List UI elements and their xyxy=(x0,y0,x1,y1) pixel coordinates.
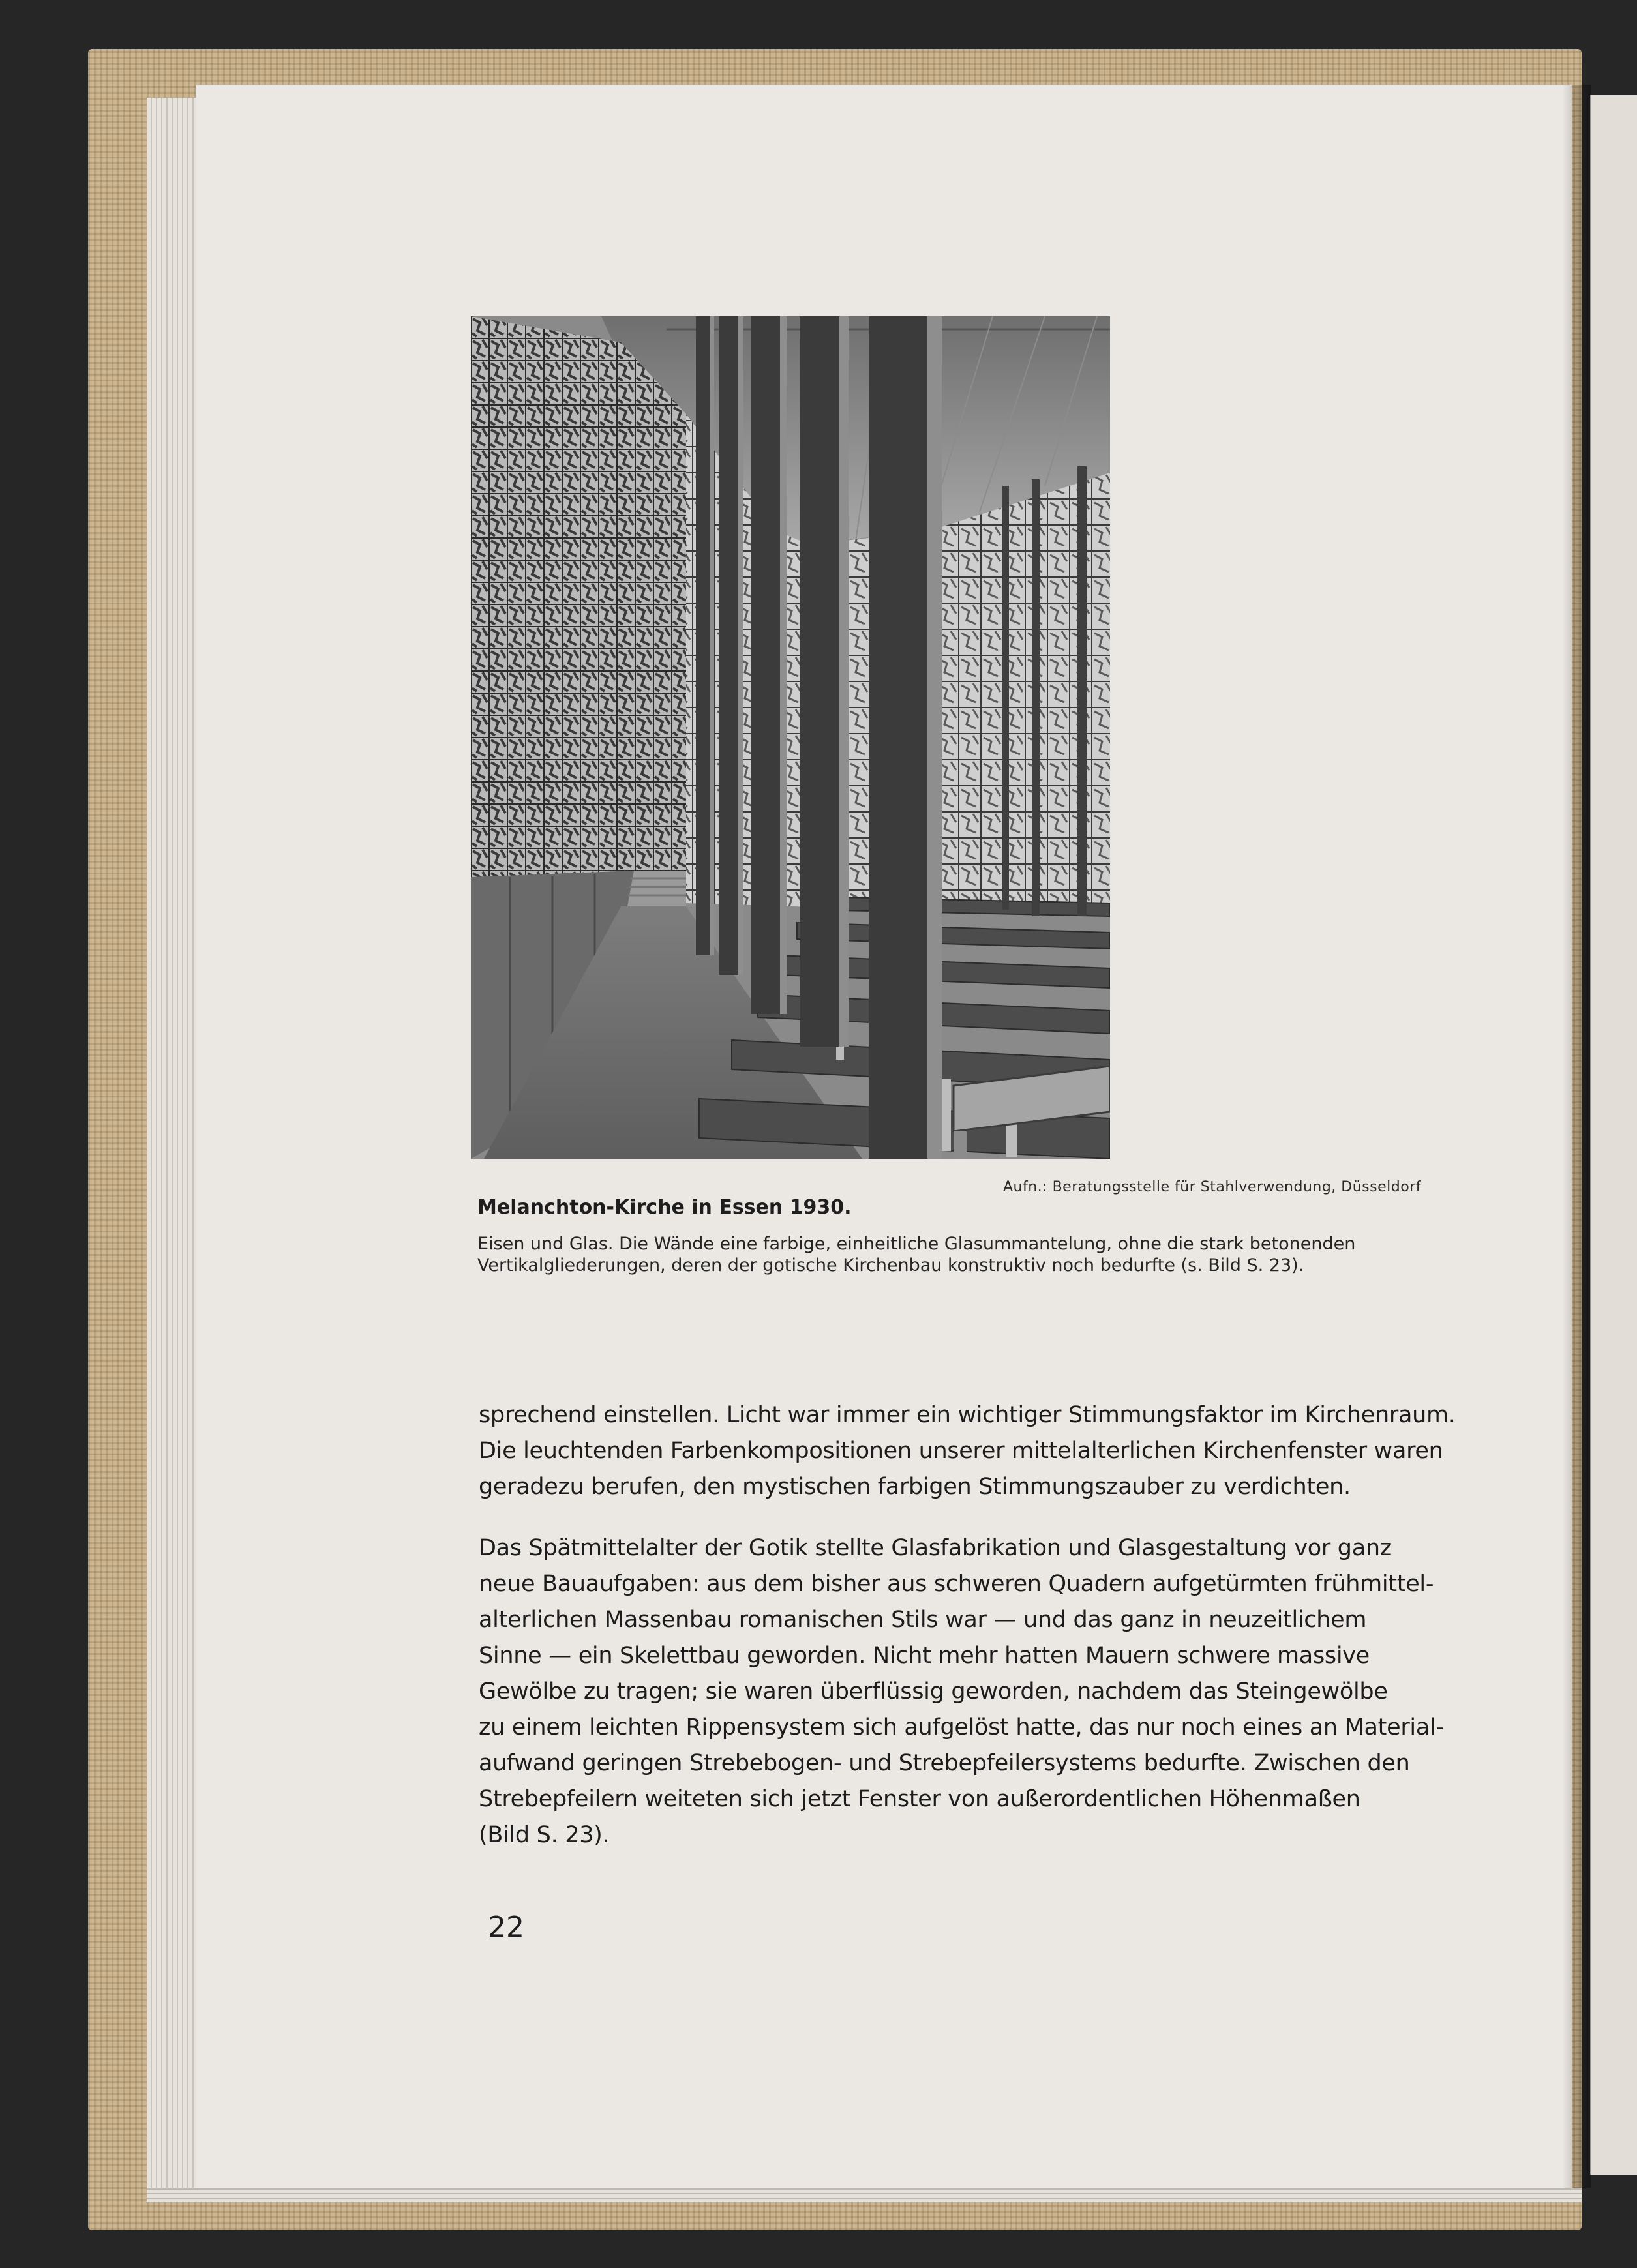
text-line: alterlichen Massenbau romanischen Stils war — und das ganz in neuzeitlichem xyxy=(479,1607,1367,1633)
text-line: Sinne — ein Skelettbau geworden. Nicht mehr hatten Mauern schwere massive xyxy=(479,1643,1370,1669)
caption-line: Vertikalgliederungen, deren der gotische Kirchenbau konstruktiv noch bedurfte (s. Bild S. 23). xyxy=(477,1255,1304,1276)
text-line: geradezu berufen, den mystischen farbigen Stimmungszauber zu verdichten. xyxy=(479,1474,1351,1500)
text-line: Gewölbe zu tragen; sie waren überflüssig geworden, nachdem das Steingewölbe xyxy=(479,1679,1388,1705)
paragraph-2 xyxy=(479,1530,1457,1853)
text-line: Das Spätmittelalter der Gotik stellte Glasfabrikation und Glasgestaltung vor ganz xyxy=(479,1535,1392,1561)
text-line: Die leuchtenden Farbenkompositionen unserer mittelalterlichen Kirchenfenster waren xyxy=(479,1438,1443,1464)
photo-credit: Aufn.: Beratungsstelle für Stahlverwendung, Düsseldorf xyxy=(1003,1179,1421,1195)
text-line: Strebepfeilern weiteten sich jetzt Fenster von außerordentlichen Höhenmaßen xyxy=(479,1786,1360,1812)
text-line: aufwand geringen Strebebogen- und Strebepfeilersystems bedurfte. Zwischen den xyxy=(479,1750,1410,1776)
figure-title: Melanchton-Kirche in Essen 1930. xyxy=(477,1196,852,1219)
page-stack-bottom xyxy=(147,2188,1582,2202)
facing-page-edge xyxy=(1590,95,1637,2175)
figure-caption xyxy=(477,1233,1462,1276)
text-line: neue Bauaufgaben: aus dem bisher aus schweren Quadern aufgetürmten frühmittel- xyxy=(479,1571,1434,1597)
church-interior-photo xyxy=(471,316,1110,1159)
caption-line: Eisen und Glas. Die Wände eine farbige, einheitliche Glasummantelung, ohne die stark betonenden xyxy=(477,1234,1356,1254)
paragraph-1 xyxy=(479,1397,1457,1505)
text-line: zu einem leichten Rippensystem sich aufgelöst hatte, das nur noch eines an Material- xyxy=(479,1714,1444,1740)
text-line: (Bild S. 23). xyxy=(479,1822,610,1848)
page-number: 22 xyxy=(488,1911,524,1944)
spine-shadow xyxy=(1562,85,1591,2188)
text-line: sprechend einstellen. Licht war immer ein wichtiger Stimmungsfaktor im Kirchenraum. xyxy=(479,1402,1456,1428)
page-stack-edge xyxy=(147,98,199,2194)
